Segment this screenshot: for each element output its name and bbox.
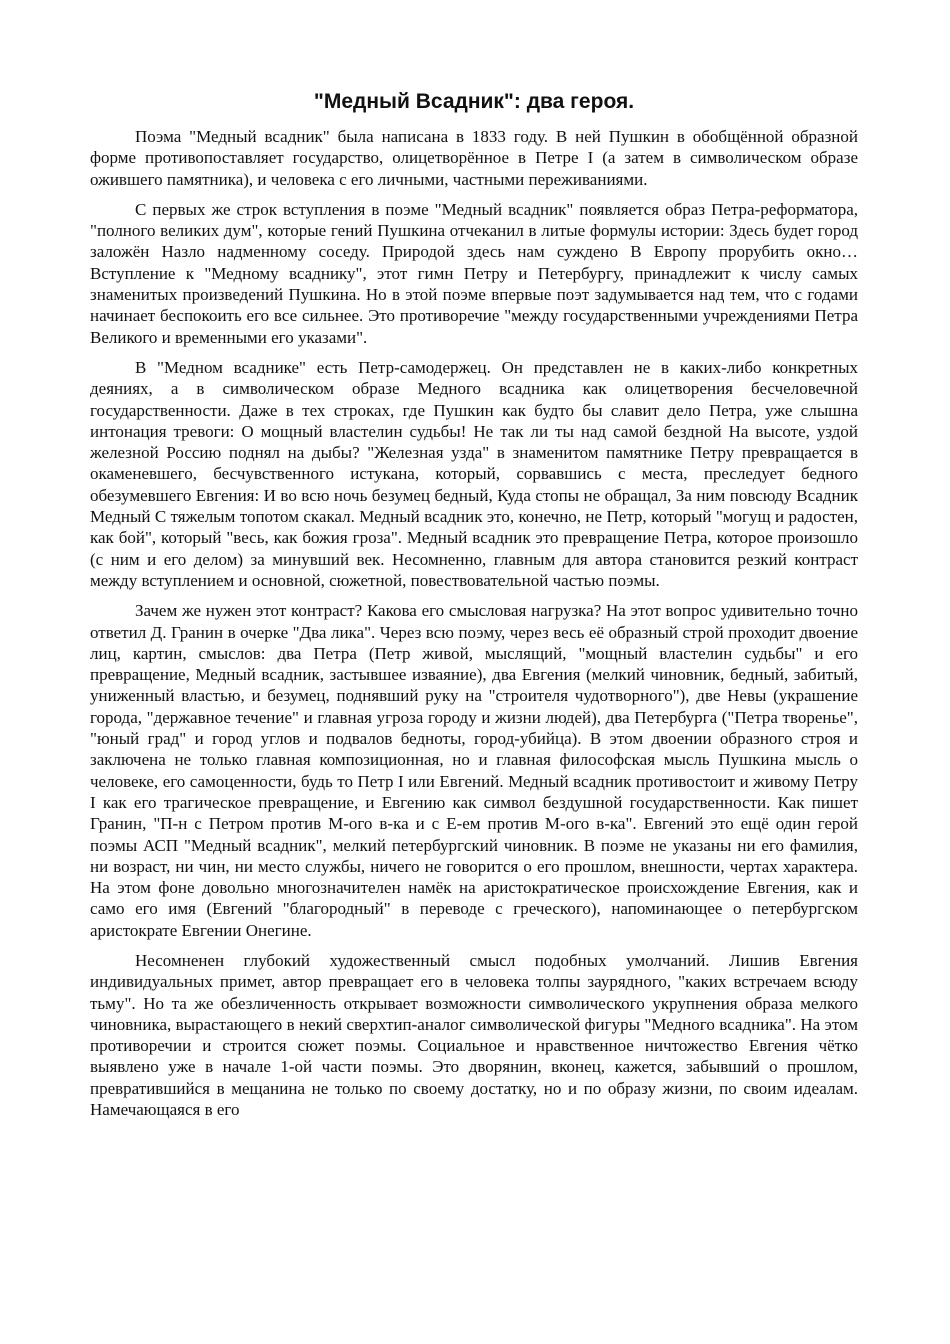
- paragraph-2: С первых же строк вступления в поэме "Медный всадник" появляется образ Петра-реформатора, "полного великих дум", которые гений Пушкина отчеканил в литые формулы истории: Здесь будет город заложён Назло надменному соседу. Природой здесь нам суждено В Европу прорубить окно… Вступление к "Медному всаднику", этот гимн Петру и Петербургу, принадлежит к числу самых знаменитых произведений Пушкина. Но в этой поэме впервые поэт задумывается над тем, что с годами начинает беспокоить его все сильнее. Это противоречие "между государственными учреждениями Петра Великого и временными его указами".: [90, 199, 858, 347]
- document-page: [90, 88, 858, 1129]
- paragraph-1: Поэма "Медный всадник" была написана в 1833 году. В ней Пушкин в обобщённой образной форме противопоставляет государство, олицетворённое в Петре I (а затем в символическом образе ожившего памятника), и человека с его личными, частными переживаниями.: [90, 127, 858, 189]
- paragraph-5: Несомненен глубокий художественный смысл подобных умолчаний. Лишив Евгения индивидуальных примет, автор превращает его в человека толпы заурядного, "каких встречаем всюду тьму". Но та же обезличенность открывает возможности символического укрупнения образа мелкого чиновника, вырастающего в некий сверхтип-аналог символической фигуры "Медного всадника". На этом противоречии и строится сюжет поэмы. Социальное и нравственное ничтожество Евгения чётко выявлено уже в начале 1-ой части поэмы. Это дворянин, вконец, кажется, забывший о прошлом, превратившийся в мещанина не только по своему достатку, но и по образу жизни, по своим идеалам. Намечающаяся в его: [90, 950, 858, 1120]
- document-title: "Медный Всадник": два героя.: [313, 90, 635, 113]
- paragraph-3: В "Медном всаднике" есть Петр-самодержец. Он представлен не в каких-либо конкретных деяниях, а в символическом образе Медного всадника как олицетворения бесчеловечной государственности. Даже в тех строках, где Пушкин как будто бы славит дело Петра, уже слышна интонация тревоги: О мощный властелин судьбы! Не так ли ты над самой бездной На высоте, уздой железной Россию поднял на дыбы? "Железная узда" в знаменитом памятнике Петру превращается в окаменевшего, бесчувственного истукана, который, сорвавшись с места, преследует бедного обезумевшего Евгения: И во всю ночь безумец бедный, Куда стопы не обращал, За ним повсюду Всадник Медный С тяжелым топотом скакал. Медный всадник это, конечно, не Петр, который "могущ и радостен, как бой", который "весь, как божия гроза". Медный всадник это превращение Петра, которое произошло (с ним и его делом) за минувший век. Несомненно, главным для автора становится резкий контраст между вступлением и основной, сюжетной, повествовательной частью поэмы.: [90, 357, 858, 590]
- paragraph-4: Зачем же нужен этот контраст? Какова его смысловая нагрузка? На этот вопрос удивительно точно ответил Д. Гранин в очерке "Два лика". Через всю поэму, через весь её образный строй проходит двоение лиц, картин, смыслов: два Петра (Петр живой, мыслящий, "мощный властелин судьбы" и его превращение, Медный всадник, застывшее изваяние), два Евгения (мелкий чиновник, бедный, забитый, униженный властью, и безумец, поднявший руку на "строителя чудотворного"), две Невы (украшение города, "державное течение" и главная угроза городу и жизни людей), два Петербурга ("Петра творенье", "юный град" и город углов и подвалов бедноты, город-убийца). В этом двоении образного строя и заключена не только главная композиционная, но и главная философская мысль Пушкина мысль о человеке, его самоценности, будь то Петр I или Евгений. Медный всадник противостоит и живому Петру I как его трагическое превращение, и Евгению как символ бездушной государственности. Как пишет Гранин, "П-н с Петром против М-ого в-ка и с Е-ем против М-ого в-ка". Евгений это ещё один герой поэмы АСП "Медный всадник", мелкий петербургский чиновник. В поэме не указаны ни его фамилия, ни возраст, ни чин, ни место службы, ничего не говорится о его прошлом, внешности, чертах характера. На этом фоне довольно многозначителен намёк на аристократическое происхождение Евгения, как и само его имя (Евгений "благородный" в переводе с греческого), напоминающее о петербургском аристократе Евгении Онегине.: [90, 601, 858, 940]
